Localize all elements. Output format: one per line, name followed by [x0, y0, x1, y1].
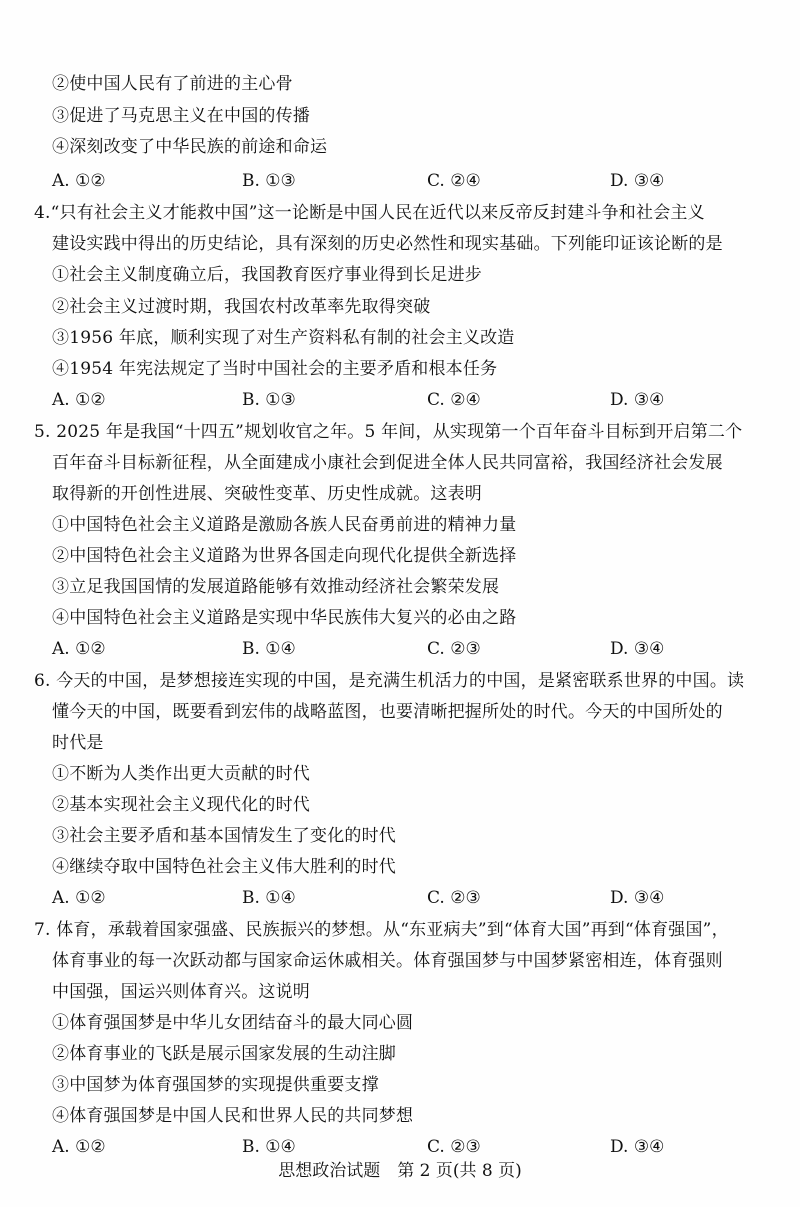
q4-option-d: D. ③④: [610, 390, 665, 410]
page-footer: 思想政治试题 第 2 页(共 8 页): [278, 1161, 522, 1181]
q7-stem-line-2: 体育事业的每一次跃动都与国家命运休戚相关。体育强国梦与中国梦紧密相连，体育强则: [52, 951, 723, 971]
q5-stem-line-2: 百年奋斗目标新征程，从全面建成小康社会到促进全体人民共同富裕，我国经济社会发展: [52, 453, 723, 473]
q7-option-a: A. ①②: [52, 1137, 106, 1157]
q6-option-c: C. ②③: [427, 888, 481, 908]
q4-item-3: ③1956 年底，顺利实现了对生产资料私有制的社会主义改造: [52, 328, 515, 348]
q4-item-1: ①社会主义制度确立后，我国教育医疗事业得到长足进步: [52, 265, 482, 285]
q3-option-b: B. ①③: [242, 171, 296, 191]
q7-option-c: C. ②③: [427, 1137, 481, 1157]
q6-option-a: A. ①②: [52, 888, 106, 908]
q5-item-3: ③立足我国国情的发展道路能够有效推动经济社会繁荣发展: [52, 577, 500, 597]
q3-item-4: ④深刻改变了中华民族的前途和命运: [52, 137, 328, 157]
q6-stem-line-1: 6. 今天的中国，是梦想接连实现的中国，是充满生机活力的中国，是紧密联系世界的中国。读: [34, 671, 745, 691]
q7-option-b: B. ①④: [242, 1137, 296, 1157]
q3-option-c: C. ②④: [427, 171, 481, 191]
q4-stem-line-1: 4.“只有社会主义才能救中国”这一论断是中国人民在近代以来反帝反封建斗争和社会主义: [34, 203, 705, 223]
q3-item-3: ③促进了马克思主义在中国的传播: [52, 106, 310, 126]
q5-item-4: ④中国特色社会主义道路是实现中华民族伟大复兴的必由之路: [52, 608, 517, 628]
q5-stem-line-3: 取得新的开创性进展、突破性变革、历史性成就。这表明: [52, 484, 482, 504]
q5-option-a: A. ①②: [52, 639, 106, 659]
q6-stem-line-2: 懂今天的中国，既要看到宏伟的战略蓝图，也要清晰把握所处的时代。今天的中国所处的: [52, 702, 723, 722]
q4-options: [52, 389, 752, 411]
q6-option-d: D. ③④: [610, 888, 665, 908]
q7-options: [52, 1136, 752, 1158]
q3-option-a: A. ①②: [52, 171, 106, 191]
q6-options: [52, 887, 752, 909]
q4-item-2: ②社会主义过渡时期，我国农村改革率先取得突破: [52, 297, 431, 317]
q6-item-4: ④继续夺取中国特色社会主义伟大胜利的时代: [52, 857, 396, 877]
q6-item-2: ②基本实现社会主义现代化的时代: [52, 795, 310, 815]
q7-item-2: ②体育事业的飞跃是展示国家发展的生动注脚: [52, 1044, 396, 1064]
q4-option-b: B. ①③: [242, 390, 296, 410]
q5-item-2: ②中国特色社会主义道路为世界各国走向现代化提供全新选择: [52, 546, 517, 566]
q5-stem-line-1: 5. 2025 年是我国“十四五”规划收官之年。5 年间，从实现第一个百年奋斗目标到开启第二个: [34, 422, 743, 442]
q3-item-2: ②使中国人民有了前进的主心骨: [52, 74, 293, 94]
q6-stem-line-3: 时代是: [52, 733, 104, 753]
q5-option-c: C. ②③: [427, 639, 481, 659]
q4-option-a: A. ①②: [52, 390, 106, 410]
q7-stem-line-1: 7. 体育，承载着国家强盛、民族振兴的梦想。从“东亚病夫”到“体育大国”再到“体育强国”，: [34, 920, 729, 940]
q7-item-1: ①体育强国梦是中华儿女团结奋斗的最大同心圆: [52, 1013, 414, 1033]
q3-options: [52, 170, 752, 192]
q4-item-4: ④1954 年宪法规定了当时中国社会的主要矛盾和根本任务: [52, 359, 498, 379]
q7-stem-line-3: 中国强，国运兴则体育兴。这说明: [52, 982, 310, 1002]
q7-option-d: D. ③④: [610, 1137, 665, 1157]
q7-item-3: ③中国梦为体育强国梦的实现提供重要支撑: [52, 1075, 379, 1095]
q5-option-d: D. ③④: [610, 639, 665, 659]
q6-item-1: ①不断为人类作出更大贡献的时代: [52, 764, 310, 784]
q4-option-c: C. ②④: [427, 390, 481, 410]
q3-option-d: D. ③④: [610, 171, 665, 191]
q5-option-b: B. ①④: [242, 639, 296, 659]
q6-option-b: B. ①④: [242, 888, 296, 908]
q5-item-1: ①中国特色社会主义道路是激励各族人民奋勇前进的精神力量: [52, 515, 517, 535]
q5-options: [52, 638, 752, 660]
q4-stem-line-2: 建设实践中得出的历史结论，具有深刻的历史必然性和现实基础。下列能印证该论断的是: [52, 234, 723, 254]
q7-item-4: ④体育强国梦是中国人民和世界人民的共同梦想: [52, 1106, 414, 1126]
q6-item-3: ③社会主要矛盾和基本国情发生了变化的时代: [52, 826, 396, 846]
